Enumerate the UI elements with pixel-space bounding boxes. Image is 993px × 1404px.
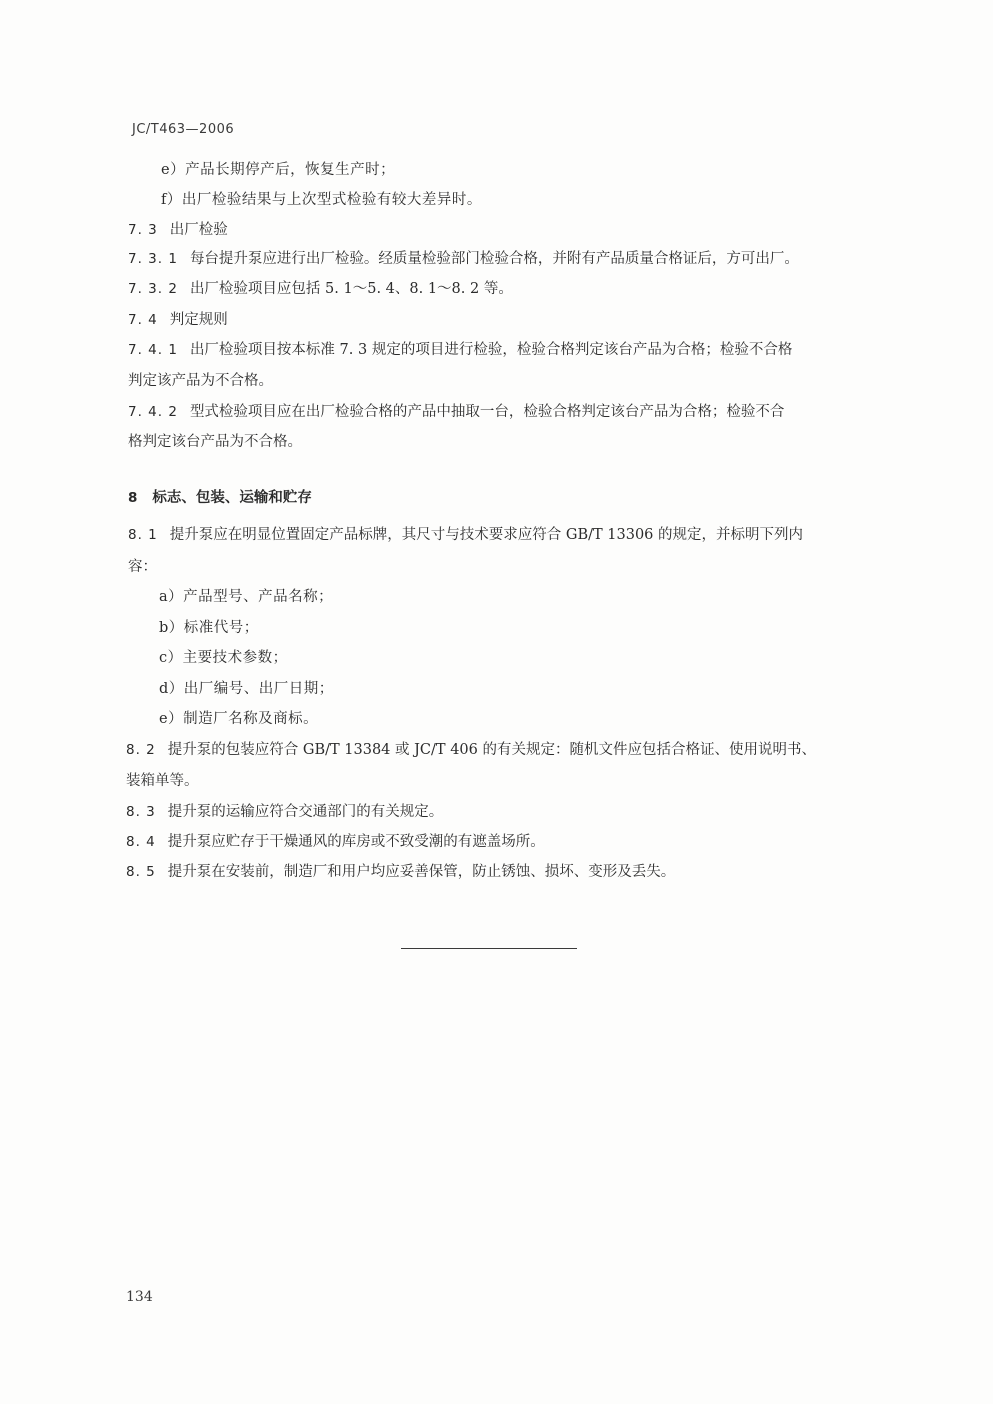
clause-8-1 [128,525,803,545]
section-title: 出厂检验 [169,222,228,238]
section-number: 7. 3 [128,222,158,238]
clause-number: 8. 1 [128,527,158,543]
clause-number: 7. 3. 2 [128,281,178,297]
clause-text: 提升泵应贮存于干燥通风的库房或不致受潮的有遮盖场所。 [167,834,545,850]
end-rule-divider [401,948,577,949]
section-7-3 [128,220,228,240]
clause-text: 提升泵的包装应符合 GB/T 13384 或 JC/T 406 的有关规定：随机文件应包括合格证、使用说明书、 [167,742,816,758]
clause-7-4-1-continued: 判定该产品为不合格。 [128,373,273,389]
list-item-e: e）制造厂名称及商标。 [159,711,319,727]
clause-text: 每台提升泵应进行出厂检验。经质量检验部门检验合格，并附有产品质量合格证后，方可出厂。 [189,251,799,267]
list-item-a: a）产品型号、产品名称； [159,589,334,605]
list-item-f-inspection-difference: f）出厂检验结果与上次型式检验有较大差异时。 [161,192,482,208]
clause-number: 7. 3. 1 [128,251,178,267]
clause-7-3-1 [128,249,799,269]
clause-text: 出厂检验项目应包括 5. 1～5. 4、8. 1～8. 2 等。 [189,281,513,297]
section-7-4 [128,310,228,330]
clause-8-5 [126,862,675,882]
clause-8-3 [126,802,443,822]
clause-text: 提升泵的运输应符合交通部门的有关规定。 [167,804,444,820]
clause-number: 7. 4. 2 [128,404,178,420]
list-item-e-resume-production: e）产品长期停产后，恢复生产时； [161,162,396,178]
clause-number: 8. 3 [126,804,156,820]
clause-text: 提升泵在安装前，制造厂和用户均应妥善保管，防止锈蚀、损坏、变形及丢失。 [167,864,676,880]
clause-text: 出厂检验项目按本标准 7. 3 规定的项目进行检验，检验合格判定该台产品为合格；检验不合格 [189,342,793,358]
section-number: 7. 4 [128,312,158,328]
clause-text: 型式检验项目应在出厂检验合格的产品中抽取一台，检验合格判定该台产品为合格；检验不合 [189,404,785,420]
clause-7-4-1 [128,340,792,360]
clause-7-3-2 [128,279,513,299]
list-item-b: b）标准代号； [159,620,259,636]
clause-8-2 [126,740,816,760]
clause-number: 7. 4. 1 [128,342,178,358]
clause-number: 8. 5 [126,864,156,880]
chapter-number: 8 [128,490,139,506]
chapter-8-heading [128,486,312,507]
page-number: 134 [126,1289,153,1305]
clause-8-1-continued: 容： [128,559,157,575]
clause-8-4 [126,832,545,852]
clause-7-4-2-continued: 格判定该台产品为不合格。 [128,434,302,450]
section-title: 判定规则 [169,312,228,328]
list-item-c: c）主要技术参数； [159,650,288,666]
clause-7-4-2 [128,402,784,422]
clause-8-2-continued: 装箱单等。 [126,773,199,789]
clause-text: 提升泵应在明显位置固定产品标牌，其尺寸与技术要求应符合 GB/T 13306 的规定，并标明下列内 [169,527,804,543]
chapter-title: 标志、包装、运输和贮存 [152,490,312,506]
clause-number: 8. 4 [126,834,156,850]
list-item-d: d）出厂编号、出厂日期； [159,681,334,697]
clause-number: 8. 2 [126,742,156,758]
standard-code-header: JC/T463—2006 [132,122,235,137]
